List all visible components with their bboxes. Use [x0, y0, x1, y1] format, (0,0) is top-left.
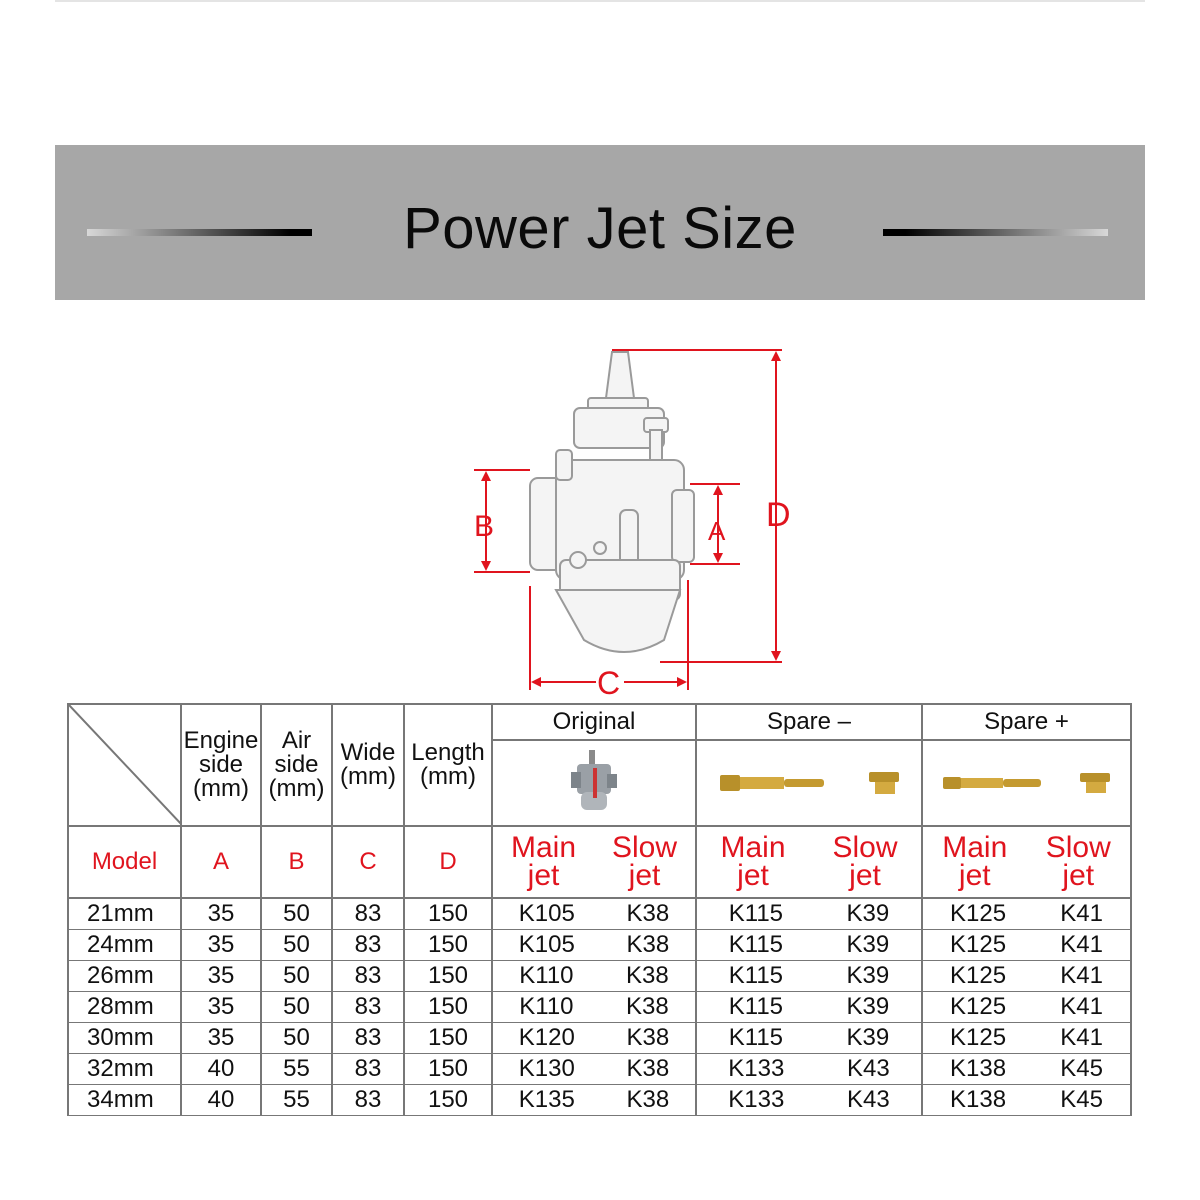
main-jet-icon: [720, 771, 824, 795]
cell-original-jets: [492, 1085, 696, 1116]
header-b: B: [261, 826, 332, 898]
cell-a: 35: [181, 961, 261, 992]
cell-main-jet: K110: [519, 993, 574, 1020]
cell-c: 83: [332, 930, 404, 961]
table-row: [68, 992, 1131, 1023]
cell-d: 150: [404, 992, 492, 1023]
cell-b: 55: [261, 1085, 332, 1116]
header-slow-jet-line1: Slow: [832, 830, 898, 864]
cell-d: 150: [404, 961, 492, 992]
cell-main-jet: K115: [728, 1024, 784, 1051]
header-wide: [332, 704, 404, 826]
slow-jet-icon: [869, 770, 899, 796]
cell-slow-jet: K41: [1060, 931, 1103, 958]
page-title: Power Jet Size: [403, 196, 797, 261]
header-engine-side-line1: Engine: [183, 727, 259, 754]
cell-d: 150: [404, 1085, 492, 1116]
cell-slow-jet: K38: [626, 1024, 670, 1051]
cell-model: 30mm: [68, 1023, 181, 1054]
header-main-jet: [720, 830, 786, 892]
cell-slow-jet: K38: [626, 931, 670, 958]
cell-model: 21mm: [68, 898, 181, 930]
dimension-label-d: D: [766, 496, 791, 534]
cell-spare-plus-jets: [922, 961, 1131, 992]
header-slow-jet: [832, 830, 898, 892]
cell-model: 34mm: [68, 1085, 181, 1116]
cell-model: 28mm: [68, 992, 181, 1023]
header-d: D: [404, 826, 492, 898]
header-spare-minus: Spare –: [696, 704, 922, 740]
cell-a: 35: [181, 992, 261, 1023]
top-divider: [55, 0, 1145, 2]
cell-main-jet: K130: [518, 1055, 575, 1082]
cell-slow-jet: K39: [846, 993, 890, 1020]
cell-slow-jet: K39: [846, 1024, 890, 1051]
cell-main-jet: K135: [518, 1086, 575, 1113]
cell-d: 150: [404, 1054, 492, 1085]
cell-slow-jet: K45: [1060, 1086, 1103, 1113]
cell-main-jet: K115: [728, 962, 784, 989]
cell-main-jet: K115: [728, 900, 784, 927]
cell-original-jets: [492, 961, 696, 992]
cell-c: 83: [332, 1054, 404, 1085]
header-row-groups: [68, 704, 1131, 740]
banner-rule-right: [883, 229, 1108, 236]
header-air-side: [261, 704, 332, 826]
header-slow-jet-line2: jet: [1062, 859, 1095, 892]
cell-main-jet: K110: [519, 962, 574, 989]
cell-model: 32mm: [68, 1054, 181, 1085]
header-engine-side-line3: (mm): [193, 775, 249, 802]
header-length: [404, 704, 492, 826]
header-engine-side-line2: side: [198, 751, 244, 778]
header-model: Model: [68, 826, 181, 898]
jet-size-table: [67, 703, 1132, 1116]
cell-spare-minus-jets: [696, 1054, 922, 1085]
original-carburetor-thumb-cell: [492, 740, 696, 826]
cell-slow-jet: K38: [626, 962, 669, 989]
dimension-label-c: C: [597, 665, 621, 700]
cell-slow-jet: K41: [1060, 993, 1103, 1020]
cell-slow-jet: K45: [1060, 1055, 1103, 1082]
dimension-label-a: A: [708, 516, 726, 546]
cell-main-jet: K105: [518, 900, 575, 927]
header-slow-jet-line2: jet: [628, 859, 661, 892]
cell-c: 83: [332, 961, 404, 992]
dimension-label-b: B: [474, 510, 495, 543]
spare-minus-jets-thumb-cell: [696, 740, 922, 826]
cell-slow-jet: K38: [626, 1055, 670, 1082]
cell-spare-plus-jets: [922, 930, 1131, 961]
header-length-line1: Length: [411, 739, 485, 766]
cell-spare-minus-jets: [696, 930, 922, 961]
cell-spare-minus-jets: [696, 1023, 922, 1054]
cell-main-jet: K115: [728, 931, 784, 958]
cell-d: 150: [404, 898, 492, 930]
header-air-side-line1: Air: [281, 727, 312, 754]
cell-slow-jet: K39: [846, 900, 890, 927]
header-a: A: [181, 826, 261, 898]
cell-original-jets: [492, 1054, 696, 1085]
cell-main-jet: K125: [950, 1024, 1007, 1051]
header-engine-side: [181, 704, 261, 826]
header-slow-jet-line1: Slow: [611, 830, 678, 864]
cell-original-jets: [492, 898, 696, 930]
header-slow-jet-line2: jet: [849, 859, 881, 892]
cell-c: 83: [332, 1023, 404, 1054]
cell-spare-minus-jets: [696, 898, 922, 930]
cell-b: 50: [261, 898, 332, 930]
cell-main-jet: K125: [950, 962, 1007, 989]
header-slow-jet-line1: Slow: [1045, 830, 1111, 864]
cell-d: 150: [404, 1023, 492, 1054]
cell-spare-plus-jets: [922, 1085, 1131, 1116]
header-main-jet-line1: Main: [510, 830, 577, 864]
cell-c: 83: [332, 1085, 404, 1116]
cell-main-jet: K138: [950, 1055, 1007, 1082]
cell-slow-jet: K38: [626, 900, 670, 927]
cell-slow-jet: K41: [1060, 900, 1103, 927]
header-main-jet-line2: jet: [958, 859, 991, 892]
cell-main-jet: K138: [950, 1086, 1007, 1113]
cell-spare-minus-jets: [696, 1085, 922, 1116]
cell-spare-plus-jets: [922, 1054, 1131, 1085]
carburetor-icon: [530, 352, 694, 652]
cell-main-jet: K125: [950, 993, 1007, 1020]
header-row-labels: [68, 826, 1131, 898]
table-row: [68, 1023, 1131, 1054]
cell-main-jet: K133: [728, 1086, 785, 1113]
cell-main-jet: K105: [518, 931, 575, 958]
table-row: [68, 898, 1131, 930]
cell-slow-jet: K41: [1060, 962, 1103, 989]
cell-original-jets: [492, 930, 696, 961]
table-row: [68, 961, 1131, 992]
header-spare-plus-jets: [922, 826, 1131, 898]
carburetor-dimension-diagram: [460, 340, 800, 700]
cell-c: 83: [332, 898, 404, 930]
header-main-jet-line1: Main: [720, 830, 786, 864]
cell-slow-jet: K38: [626, 993, 669, 1020]
diagonal-line-icon: [69, 705, 182, 825]
cell-main-jet: K120: [518, 1024, 575, 1051]
header-main-jet: [510, 830, 577, 892]
header-main-jet: [942, 830, 1008, 892]
cell-spare-plus-jets: [922, 898, 1131, 930]
cell-a: 35: [181, 1023, 261, 1054]
header-original: Original: [492, 704, 696, 740]
table-row: [68, 1085, 1131, 1116]
cell-d: 150: [404, 930, 492, 961]
corner-diagonal-cell: [68, 704, 181, 826]
cell-a: 40: [181, 1054, 261, 1085]
cell-spare-plus-jets: [922, 1023, 1131, 1054]
header-wide-line1: Wide: [340, 739, 396, 766]
cell-main-jet: K115: [728, 993, 784, 1020]
header-original-jets: [492, 826, 696, 898]
cell-a: 35: [181, 898, 261, 930]
header-air-side-line3: (mm): [268, 775, 325, 802]
cell-original-jets: [492, 1023, 696, 1054]
cell-c: 83: [332, 992, 404, 1023]
header-wide-line2: (mm): [340, 763, 396, 790]
cell-b: 50: [261, 961, 332, 992]
cell-b: 50: [261, 1023, 332, 1054]
header-spare-plus: Spare +: [922, 704, 1131, 740]
header-slow-jet: [611, 830, 678, 892]
cell-slow-jet: K41: [1060, 1024, 1103, 1051]
carburetor-thumb-icon: [569, 748, 619, 814]
slow-jet-icon: [1080, 771, 1110, 795]
cell-b: 50: [261, 930, 332, 961]
spare-plus-jets-thumb-cell: [922, 740, 1131, 826]
header-c: C: [332, 826, 404, 898]
cell-main-jet: K125: [950, 931, 1007, 958]
header-main-jet-line2: jet: [737, 859, 769, 892]
cell-a: 35: [181, 930, 261, 961]
cell-original-jets: [492, 992, 696, 1023]
cell-b: 55: [261, 1054, 332, 1085]
cell-spare-plus-jets: [922, 992, 1131, 1023]
cell-slow-jet: K43: [846, 1055, 890, 1082]
cell-model: 24mm: [68, 930, 181, 961]
header-main-jet-line1: Main: [942, 830, 1008, 864]
cell-slow-jet: K43: [846, 1086, 890, 1113]
title-banner: [55, 145, 1145, 300]
cell-main-jet: K133: [728, 1055, 785, 1082]
cell-a: 40: [181, 1085, 261, 1116]
cell-slow-jet: K39: [846, 931, 890, 958]
cell-model: 26mm: [68, 961, 181, 992]
cell-main-jet: K125: [950, 900, 1007, 927]
header-length-line2: (mm): [420, 763, 476, 790]
header-spare-minus-jets: [696, 826, 922, 898]
cell-spare-minus-jets: [696, 961, 922, 992]
cell-slow-jet: K39: [846, 962, 890, 989]
table-row: [68, 930, 1131, 961]
cell-slow-jet: K38: [626, 1086, 670, 1113]
main-jet-icon: [943, 773, 1041, 793]
cell-b: 50: [261, 992, 332, 1023]
header-slow-jet: [1045, 830, 1111, 892]
header-air-side-line2: side: [274, 751, 319, 778]
cell-spare-minus-jets: [696, 992, 922, 1023]
header-main-jet-line2: jet: [527, 859, 560, 892]
table-row: [68, 1054, 1131, 1085]
